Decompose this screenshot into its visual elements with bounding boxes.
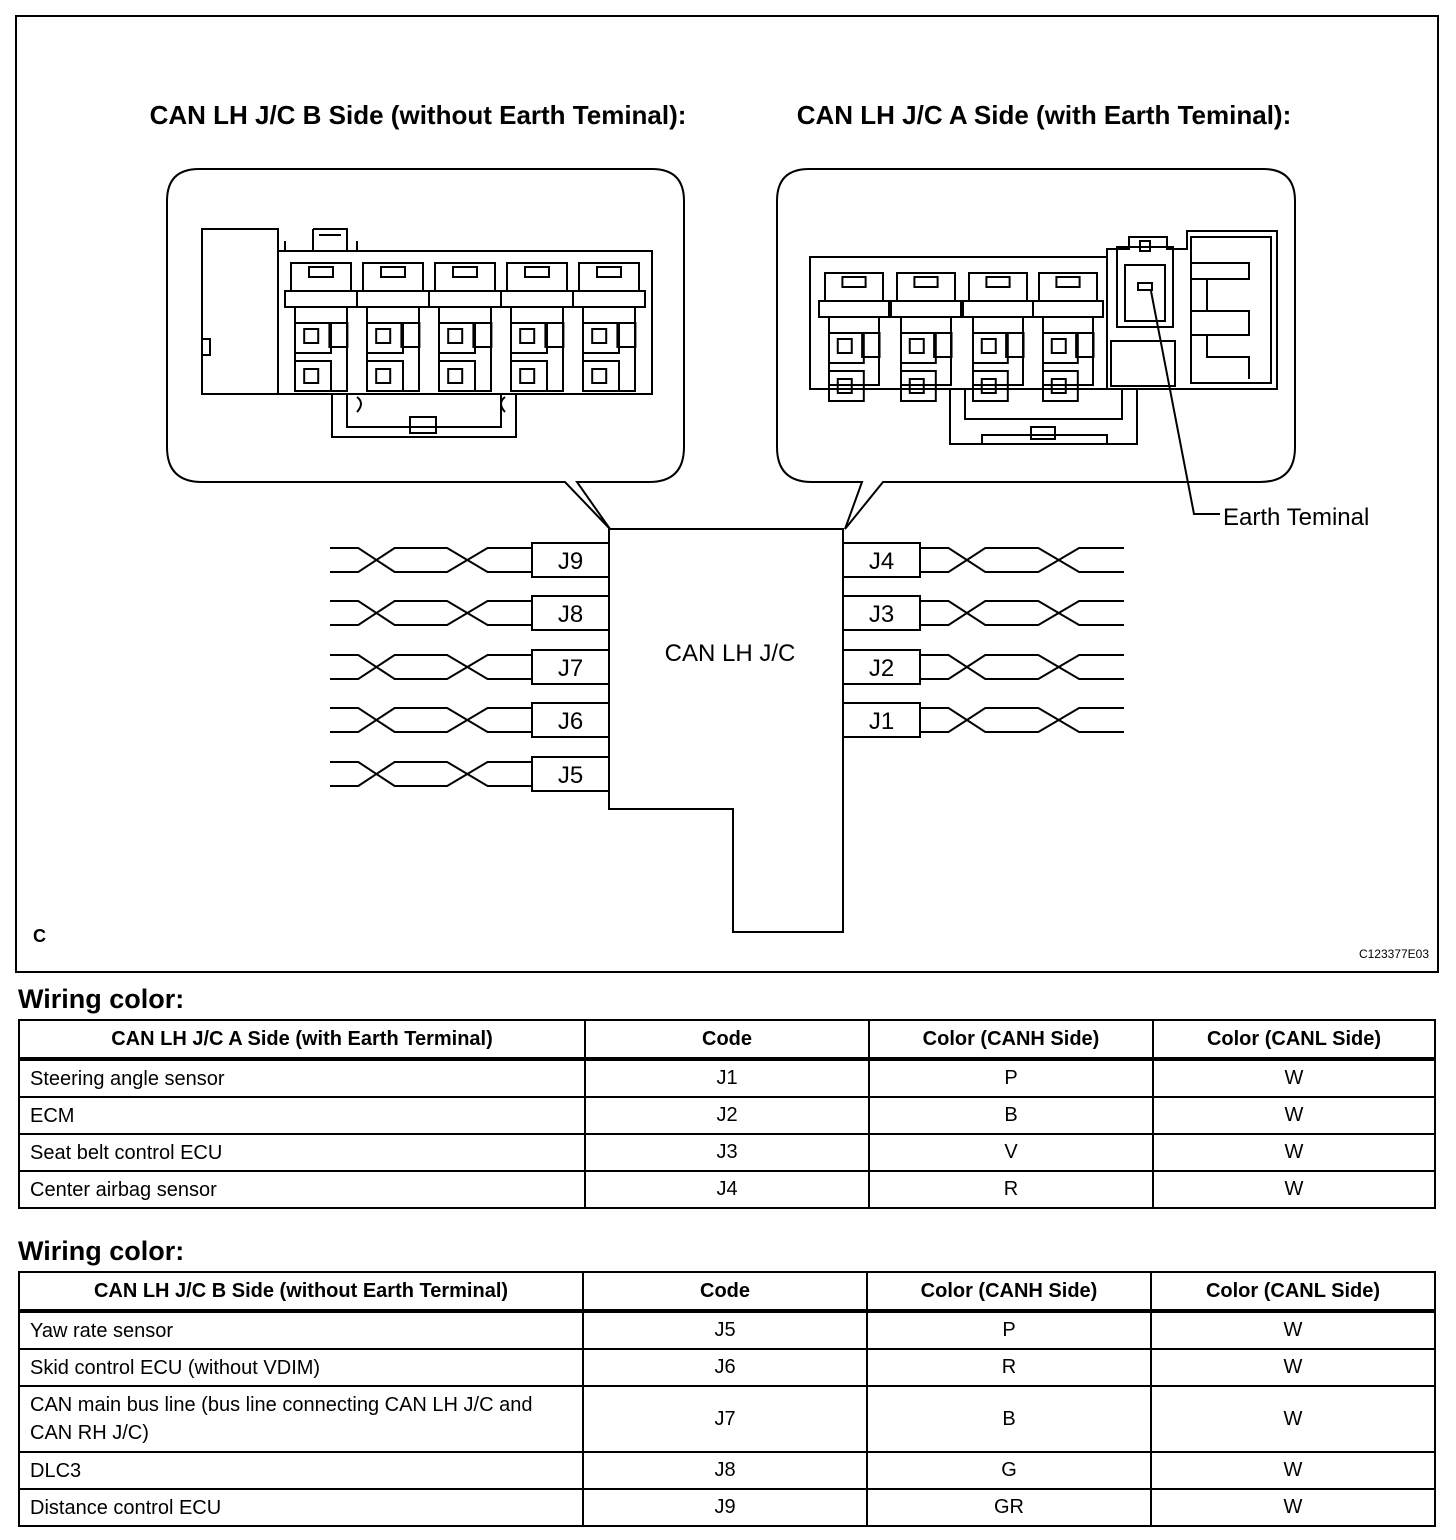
earth-terminal-label: Earth Teminal	[1223, 504, 1370, 531]
cell-canl-color: W	[1151, 1386, 1435, 1452]
header-part: CAN LH J/C A Side (with Earth Terminal)	[19, 1020, 585, 1059]
title-a-side: CAN LH J/C A Side (with Earth Teminal):	[796, 100, 1292, 130]
table-row	[19, 1171, 1435, 1208]
connector-label-j6	[532, 703, 609, 737]
callout-bubble-a-side	[777, 169, 1295, 529]
cell-canh-color: GR	[867, 1489, 1151, 1526]
figure-code: C123377E03	[1358, 947, 1429, 961]
header-canl: Color (CANL Side)	[1151, 1272, 1435, 1311]
twisted-pair-j4	[920, 548, 1124, 572]
cell-part-name: Skid control ECU (without VDIM)	[19, 1349, 583, 1386]
corner-letter: C	[33, 926, 46, 946]
cell-code: J2	[585, 1097, 869, 1134]
junction-connector-diagram	[15, 15, 1439, 973]
connector-label-j1-text: J1	[868, 708, 895, 735]
cell-code: J4	[585, 1171, 869, 1208]
cell-canh-color: P	[867, 1311, 1151, 1349]
header-part: CAN LH J/C B Side (without Earth Terminal)	[19, 1272, 583, 1311]
connector-label-j2	[843, 650, 920, 684]
twisted-pair-j9	[330, 548, 532, 572]
cell-part-name: DLC3	[19, 1452, 583, 1489]
twisted-pair-j1	[920, 708, 1124, 732]
cell-canh-color: R	[869, 1171, 1153, 1208]
cell-canl-color: W	[1151, 1311, 1435, 1349]
table-row	[19, 1097, 1435, 1134]
connector-label-j9-text: J9	[557, 548, 584, 575]
header-canh: Color (CANH Side)	[869, 1020, 1153, 1059]
connector-label-j4	[843, 543, 920, 577]
cell-canl-color: W	[1153, 1134, 1435, 1171]
cell-code: J8	[583, 1452, 867, 1489]
twisted-pair-j5	[330, 762, 532, 786]
cell-canl-color: W	[1153, 1097, 1435, 1134]
cell-canh-color: B	[869, 1097, 1153, 1134]
cell-part-name: Yaw rate sensor	[19, 1311, 583, 1349]
can-lh-jc-block	[609, 529, 843, 932]
header-code: Code	[585, 1020, 869, 1059]
cell-code: J7	[583, 1386, 867, 1452]
twisted-pair-wires	[330, 543, 1124, 791]
wiring-table-b-side	[18, 1271, 1436, 1527]
cell-canh-color: V	[869, 1134, 1153, 1171]
section-b-title: Wiring color:	[18, 1236, 185, 1266]
cell-code: J3	[585, 1134, 869, 1171]
connector-label-j7	[532, 650, 609, 684]
twisted-pair-j3	[920, 601, 1124, 625]
cell-canh-color: R	[867, 1349, 1151, 1386]
table-row	[19, 1349, 1435, 1386]
cell-canl-color: W	[1151, 1452, 1435, 1489]
cell-part-name: Seat belt control ECU	[19, 1134, 585, 1171]
twisted-pair-j2	[920, 655, 1124, 679]
connector-label-j9	[532, 543, 609, 577]
cell-canl-color: W	[1151, 1349, 1435, 1386]
table-row	[19, 1134, 1435, 1171]
table-row	[19, 1059, 1435, 1097]
header-canl: Color (CANL Side)	[1153, 1020, 1435, 1059]
section-a-title: Wiring color:	[18, 984, 185, 1014]
callout-bubble-b-side	[167, 169, 684, 529]
connector-label-j1	[843, 703, 920, 737]
connector-label-j8-text: J8	[557, 601, 584, 628]
cell-part-name: Steering angle sensor	[19, 1059, 585, 1097]
cell-canl-color: W	[1153, 1171, 1435, 1208]
header-canh: Color (CANH Side)	[867, 1272, 1151, 1311]
connector-label-j8	[532, 596, 609, 630]
cell-canh-color: B	[867, 1386, 1151, 1452]
connector-label-j2-text: J2	[868, 655, 895, 682]
wiring-table-a-side	[18, 1019, 1436, 1209]
cell-canh-color: G	[867, 1452, 1151, 1489]
cell-code: J5	[583, 1311, 867, 1349]
twisted-pair-j6	[330, 708, 532, 732]
connector-label-j4-text: J4	[868, 548, 895, 575]
diagram-canvas	[17, 17, 1437, 971]
table-row	[19, 1386, 1435, 1452]
cell-part-name: Distance control ECU	[19, 1489, 583, 1526]
header-code: Code	[583, 1272, 867, 1311]
twisted-pair-j7	[330, 655, 532, 679]
cell-code: J9	[583, 1489, 867, 1526]
cell-part-name: CAN main bus line (bus line connecting CAN LH J/C and CAN RH J/C)	[19, 1386, 583, 1452]
connector-label-j7-text: J7	[557, 655, 584, 682]
cell-code: J6	[583, 1349, 867, 1386]
connector-label-j5	[532, 757, 609, 791]
cell-canh-color: P	[869, 1059, 1153, 1097]
cell-canl-color: W	[1151, 1489, 1435, 1526]
table-header-row	[19, 1272, 1435, 1311]
twisted-pair-j8	[330, 601, 532, 625]
table-row	[19, 1452, 1435, 1489]
connector-label-j5-text: J5	[557, 762, 584, 789]
cell-canl-color: W	[1153, 1059, 1435, 1097]
title-b-side: CAN LH J/C B Side (without Earth Teminal):	[149, 100, 687, 130]
cell-part-name: Center airbag sensor	[19, 1171, 585, 1208]
table-row	[19, 1489, 1435, 1526]
table-row	[19, 1311, 1435, 1349]
cell-part-name: ECM	[19, 1097, 585, 1134]
connector-label-j3-text: J3	[868, 601, 895, 628]
table-header-row	[19, 1020, 1435, 1059]
connector-label-j3	[843, 596, 920, 630]
cell-code: J1	[585, 1059, 869, 1097]
center-block-label: CAN LH J/C	[664, 640, 796, 667]
connector-label-j6-text: J6	[557, 708, 584, 735]
